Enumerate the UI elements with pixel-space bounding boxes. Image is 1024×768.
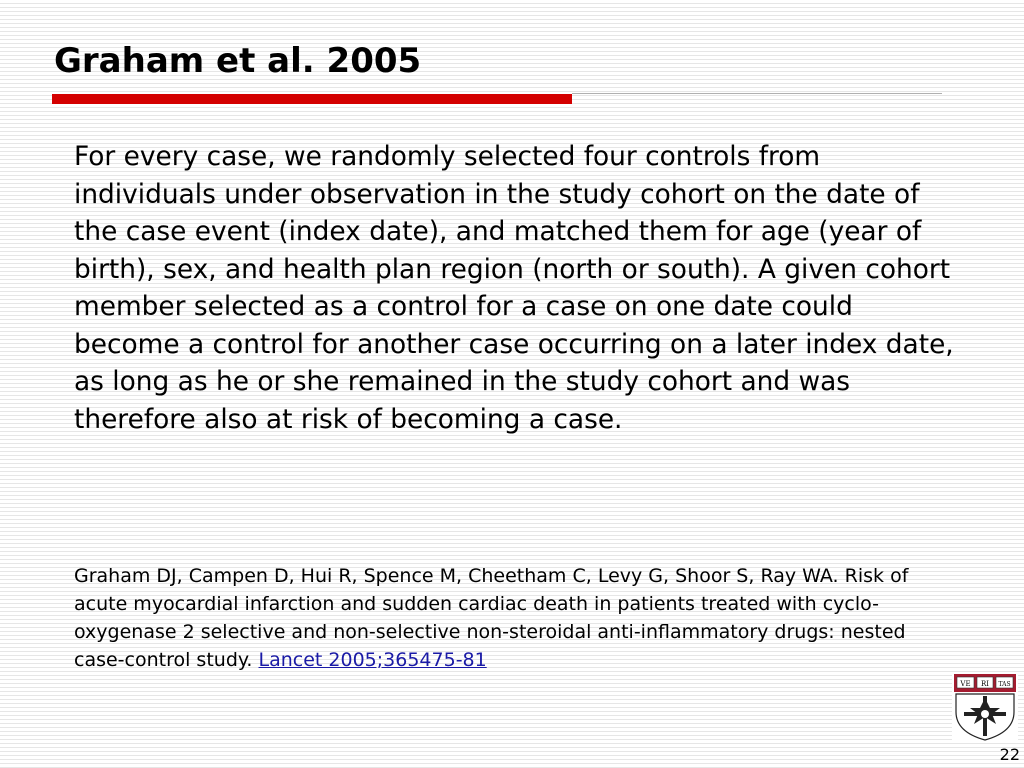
- harvard-veritas-shield-icon: [952, 672, 1018, 742]
- title-divider-line: [572, 93, 942, 94]
- citation-link[interactable]: Lancet 2005;365475-81: [258, 649, 487, 671]
- citation-text: Graham DJ, Campen D, Hui R, Spence M, Cheetham C, Levy G, Shoor S, Ray WA. Risk of acute myocardial infarction and sudden cardiac death in patients treated with cyclo-oxygenase 2 selective and non-selective non-steroidal anti-inflammatory drugs: nested case-control study.: [74, 565, 909, 671]
- citation: [74, 562, 934, 674]
- slide-body-text: For every case, we randomly selected four controls from individuals under observation in the study cohort on the date of the case event (index date), and matched them for age (year of birth), sex, and health plan region (north or south). A given cohort member selected as a control for a case on one date could become a control for another case occurring on a later index date, as long as he or she remained in the study cohort and was therefore also at risk of becoming a case.: [74, 141, 954, 435]
- title-accent-bar: [52, 94, 572, 104]
- svg-text:RI: RI: [980, 680, 990, 688]
- svg-text:TAS: TAS: [998, 681, 1011, 688]
- page-number: 22: [999, 745, 1020, 764]
- svg-text:VE: VE: [960, 680, 971, 688]
- slide-title: Graham et al. 2005: [54, 41, 422, 81]
